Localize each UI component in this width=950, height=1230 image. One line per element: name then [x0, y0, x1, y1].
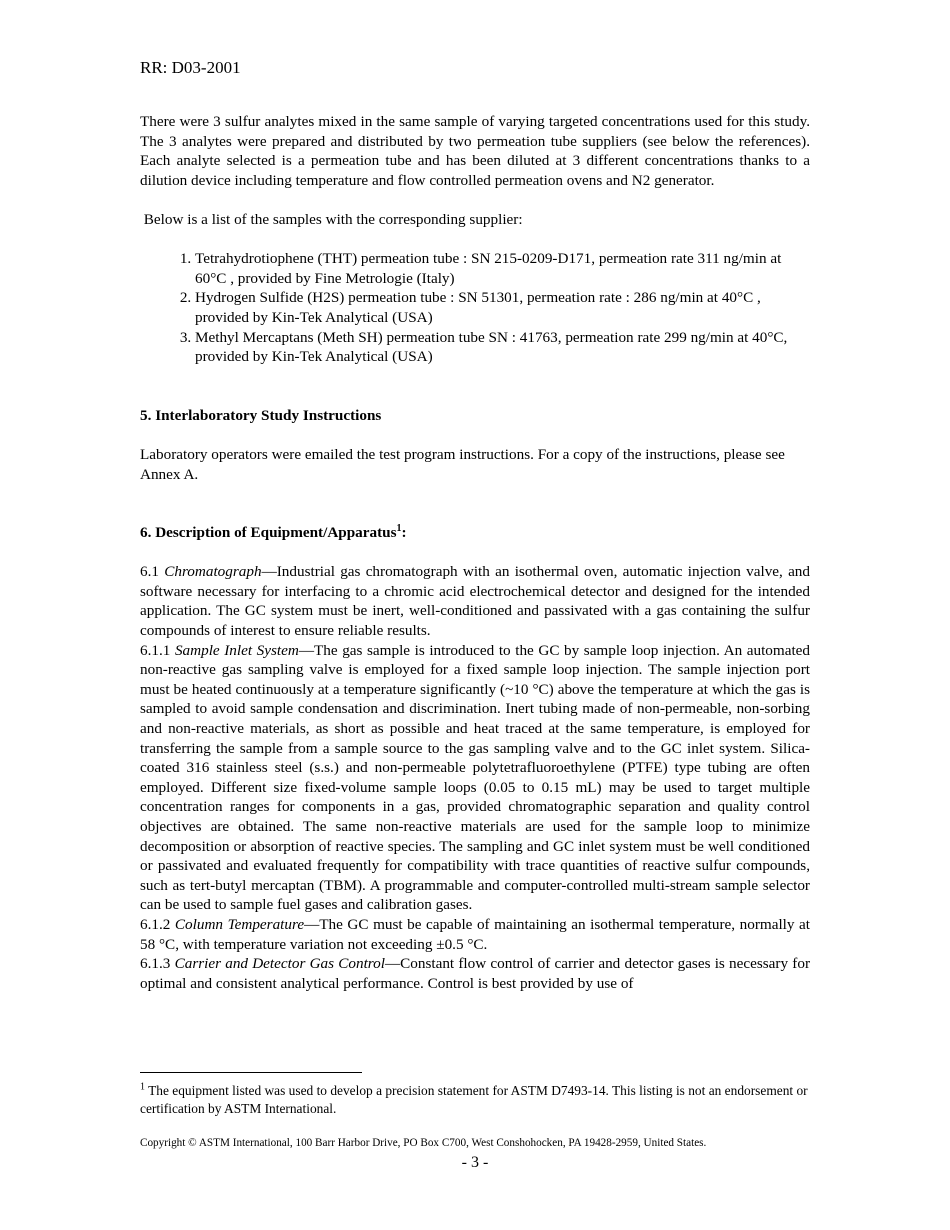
section-6-heading: 6. Description of Equipment/Apparatus$^1$: [140, 523, 407, 542]
intro-paragraph: There were 3 sulfur analytes mixed in the same sample of varying targeted concentrations used for this study. The 3 analytes were prepared and distributed by two permeation tube suppliers (see below the references). Each analyte selected is a permeation tube and has been diluted at 3 different concentrations thanks to a dilution device including temperature and flow controlled permeation ovens and N2 generator. [140, 113, 810, 189]
footnote-divider [140, 1072, 362, 1073]
list-item: 2. Hydrogen Sulfide (H2S) permeation tube : SN 51301, permeation rate : 286 ng/min at 40°C , provided by Kin-Tek Analytical (USA) [195, 288, 810, 327]
paragraph-6-1-2: 6.1.2 Column Temperature—The GC must be capable of maintaining an isothermal temperature, normally at 58 °C, with temperature variation not exceeding ±0.5 °C. [140, 915, 810, 953]
section-5-heading: 5. Interlaboratory Study Instructions [140, 406, 382, 424]
paragraph-6-1-3: 6.1.3 Carrier and Detector Gas Control—Constant flow control of carrier and detector gases is necessary for optimal and consistent analytical performance. Control is best provided by use of [140, 955, 811, 992]
copyright-notice: Copyright © ASTM International, 100 Barr Harbor Drive, PO Box C700, West Conshohocken, PA 19428-2959, United States. [140, 1137, 707, 1149]
footnote: $^1$ The equipment listed was used to develop a precision statement for ASTM D7493-14. This listing is not an endorsement or certification by ASTM International. [140, 1081, 808, 1116]
page-number: - 3 - [461, 1154, 489, 1171]
document-body [140, 112, 810, 993]
section-5-text: Laboratory operators were emailed the test program instructions. For a copy of the instructions, please see Annex A. [140, 445, 785, 483]
paragraph-6-1-1: 6.1.1 Sample Inlet System—The gas sample is introduced to the GC by sample loop injection. An automated non-reactive gas sampling valve is employed for a fixed sample loop injection. The sample injection port must be heated continuously at a temperature significantly (~10 °C) above the temperature at which the gas is sampled to avoid sample condensation and discrimination. Inert tubing made of non-permeable, non-sorbing and non-reactive materials, as short as possible and heat traced at the same temperature, is employed for transferring the sample from a sample source to the gas sampling valve and to the GC inlet system. Silica-coated 316 stainless steel (s.s.) and non-permeable polytetrafluoroethylene (PTFE) type tubing are often employed. Different size fixed-volume sample loops (0.05 to 0.15 mL) may be used to target multiple concentration ranges for components in a gas, provided chromatographic separation and quality control objectives are obtained. The same non-reactive materials are used for the sample loop to minimize decomposition or absorption of reactive species. The sampling and GC inlet system must be well conditioned or passivated and evaluated frequently for compatibility with trace quantities of reactive sulfur compounds, such as tert-butyl mercaptan (TBM). A programmable and computer-controlled multi-stream sample selector can be used to sample fuel gases and calibration gases. [140, 641, 811, 914]
page-header: RR: D03-2001 [140, 58, 241, 77]
list-item: 3. Methyl Mercaptans (Meth SH) permeation tube SN : 41763, permeation rate 299 ng/min at 40°C, provided by Kin-Tek Analytical (USA) [195, 328, 810, 367]
samples-list [140, 249, 810, 367]
list-intro: Below is a list of the samples with the corresponding supplier: [140, 210, 523, 228]
footnote-ref: 1 [396, 523, 402, 535]
paragraph-6-1: 6.1 Chromatograph—Industrial gas chromatograph with an isothermal oven, automatic injection valve, and software necessary for interfacing to a chromic acid electrochemical detector and designed for the intended application. The GC system must be inert, well-conditioned and passivated with a gas containing the sulfur compounds of interest to ensure reliable results. [140, 563, 810, 640]
list-item: 1. Tetrahydrotiophene (THT) permeation tube : SN 215-0209-D171, permeation rate 311 ng/min at 60°C , provided by Fine Metrologie (Italy) [195, 249, 810, 288]
